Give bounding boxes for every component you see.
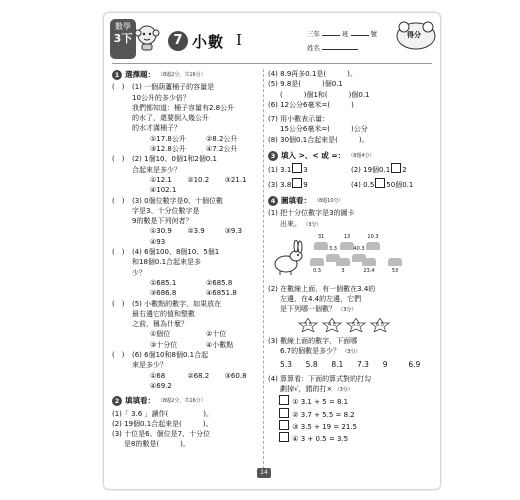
cake-value: 53 [391, 267, 399, 274]
options-row [112, 144, 262, 154]
compare-row [268, 178, 434, 190]
cake-value: 23.4 [363, 267, 375, 274]
section-points: （8題2分，共16分） [158, 72, 206, 78]
compare-left: (1) 3.1 [268, 166, 292, 175]
cake-card[interactable] [334, 258, 352, 276]
number-item: 8.1 [331, 360, 344, 370]
options-row [112, 371, 262, 381]
option: ④102.1 [150, 186, 177, 195]
question-2-1: (1)「 3.6 」讀作( )。 [112, 409, 213, 418]
options-row [112, 288, 262, 298]
option: ①個位 [150, 330, 171, 339]
compare-right: 50個0.1 [386, 180, 414, 189]
seat-field-label: 號 [370, 30, 377, 38]
worksheet-page [103, 12, 441, 490]
monkey-mascot-icon [134, 23, 160, 51]
compare-box[interactable] [391, 163, 401, 173]
section-title: 填填看： [125, 396, 155, 406]
question-1-3 [112, 196, 262, 227]
answer-blank[interactable]: ( ) [112, 196, 125, 205]
question-line: (2) 1個10、0個1和2個0.1 [132, 155, 217, 164]
question-4-4a: (4) 算算看：下面的算式對的打勾 [268, 374, 372, 383]
number-item: 9 [382, 360, 388, 370]
answer-blank[interactable]: ( ) [112, 83, 125, 92]
answer-blank[interactable]: ( ) [112, 248, 125, 257]
question-line: 最右邊它的值和整數 [132, 309, 195, 318]
option: ③60.8 [224, 371, 247, 380]
left-column [112, 69, 262, 450]
star-card[interactable] [370, 318, 390, 332]
question-2-3b: 是8的數是( )。 [124, 440, 190, 449]
header-divider [112, 63, 432, 64]
compare-left: (2) 19個0.1 [351, 166, 391, 175]
question-line: 9的數是下列何者？ [132, 217, 193, 226]
cake-value: 40.3 [353, 245, 365, 252]
section-number: 4 [268, 196, 278, 206]
question-line: 劃掉√，錯的打× [280, 384, 333, 393]
subject-tab [110, 19, 136, 59]
unit-number-badge: 7 [168, 31, 188, 51]
question-4-3b [268, 346, 434, 357]
option: ②685.8 [206, 278, 233, 287]
number-list [268, 357, 434, 373]
score-note: （3分） [342, 349, 361, 356]
option: ①68 [150, 371, 166, 380]
options-row [112, 340, 262, 350]
equation-text: ② 3.7 + 5.5 = 8.2 [292, 410, 355, 419]
question-1-4 [112, 247, 262, 278]
page-number: 14 [257, 468, 271, 478]
section-2-header [112, 396, 262, 406]
question-2-5b: ( )個1和( )個0.1 [280, 90, 370, 99]
options-row [112, 175, 262, 185]
question-line: 少？ [132, 268, 146, 277]
options-row [112, 329, 262, 339]
score-note: （3分） [334, 386, 353, 393]
question-line: (3) 0個位數字是0、十個位數 [132, 196, 224, 205]
options-row [112, 226, 262, 236]
star-value: 5.5 [352, 321, 360, 328]
compare-right: 2 [402, 166, 407, 175]
cake-value: 0.3 [313, 267, 321, 274]
check-box[interactable] [279, 408, 289, 418]
option: ②10.2 [187, 175, 210, 184]
question-2-8: (8) 30個0.1合起來是( )。 [268, 135, 369, 144]
cake-card[interactable] [360, 258, 378, 276]
cake-card[interactable] [386, 258, 404, 276]
question-line: 來是多少？ [132, 361, 167, 370]
equation-item [268, 395, 434, 407]
seat-blank[interactable] [351, 35, 369, 36]
question-1-1 [112, 82, 262, 133]
option: ③686.8 [150, 289, 177, 298]
question-1-5 [112, 299, 262, 330]
class-field-label: 班 [342, 30, 349, 38]
question-line: 10公升的多少倍？ [132, 93, 190, 102]
equation-text: ③ 3.5 + 19 = 21.5 [292, 422, 357, 431]
compare-row [268, 163, 434, 175]
cake-value: 3.3 [329, 245, 337, 252]
question-4-4b [268, 384, 434, 395]
option: ③12.8公升 [150, 145, 186, 154]
score-note: （3分） [338, 307, 357, 314]
question-line: 合起來是多少？ [132, 165, 181, 174]
subject-label: 數學 [115, 22, 131, 31]
question-line: 字是3、十分位數字是 [132, 206, 200, 215]
section-points: （8題2分，共16分） [158, 398, 206, 405]
question-2-7a: (7) 用小數表示量： [268, 115, 330, 124]
compare-box[interactable] [292, 163, 302, 173]
options-row [112, 134, 262, 144]
grade-field-label: 三年 [307, 30, 320, 38]
question-2-6: (6) 12公分6毫米=( ) [268, 100, 354, 109]
unit-title: 小數 [192, 33, 225, 51]
question-line: 和18個0.1合起來是多 [132, 258, 202, 267]
worksheet-header [104, 13, 440, 65]
score-label: 得分 [407, 31, 421, 39]
check-box[interactable] [279, 432, 289, 442]
star-value: 4.5 [328, 321, 336, 328]
number-item: 7.3 [357, 360, 369, 370]
question-4-2c [268, 304, 434, 315]
option: ④93 [150, 237, 166, 246]
section-3-header [268, 151, 434, 161]
compare-left: (4) 0.5 [351, 180, 375, 189]
question-2-7b: 15公分6毫米=( )公分 [280, 125, 368, 134]
star-options [268, 318, 434, 334]
cake-value: 31 [317, 233, 325, 240]
question-line: 6.7的個數是多少？ [280, 347, 341, 356]
number-item: 6.9 [408, 360, 421, 370]
section-points: （8題10分） [314, 197, 344, 204]
answer-blank[interactable]: ( ) [112, 351, 125, 360]
number-item: 5.8 [305, 360, 318, 370]
equation-item [268, 432, 434, 444]
compare-box[interactable] [375, 178, 385, 188]
question-2-5a: (5) 9.8是( )個0.1 [268, 80, 343, 89]
section-title: 填入 >、< 或 =： [281, 151, 346, 161]
option: ②十位 [206, 330, 227, 339]
option: ②68.2 [187, 371, 210, 380]
option: ④6851.8 [206, 289, 237, 298]
option: ④7.2公升 [206, 145, 238, 154]
score-note: （3分） [303, 221, 322, 228]
compare-left: (3) 3.8 [268, 180, 292, 189]
question-4-1b [268, 219, 434, 230]
question-2-4: (4) 8.9再多0.1是( )。 [268, 70, 357, 78]
option: ②8.2公升 [206, 134, 238, 143]
question-line: 的水了，還要倒入幾公升 [132, 114, 209, 123]
compare-right: 9 [303, 180, 308, 189]
section-number: 1 [112, 70, 122, 80]
question-2-3a: (3) 十位是6、個位是7、十分位 [112, 430, 211, 439]
options-row [112, 278, 262, 288]
section-title: 選擇題： [125, 70, 155, 79]
cake-value: 10.3 [367, 233, 379, 240]
question-1-6 [112, 350, 262, 371]
question-line: 是下列哪一個數？ [280, 305, 336, 314]
equation-item [268, 420, 434, 432]
question-line: (4) 6個100、8個10、5個1 [132, 248, 220, 257]
option: ④69.2 [150, 381, 172, 390]
option: ①17.8公升 [150, 134, 186, 143]
question-line: 出來。 [280, 219, 301, 228]
student-info [307, 27, 377, 55]
question-1-2 [112, 154, 262, 175]
question-line: (5) 小數點的數字，如果放在 [132, 299, 222, 308]
compare-right: 3 [303, 166, 308, 175]
question-4-1a: (1) 把十分位數字是3的圖卡 [268, 209, 355, 218]
option: ②3.9 [187, 227, 205, 236]
option: ③21.1 [224, 175, 247, 184]
score-badge [394, 19, 438, 53]
option: ①30.9 [150, 227, 172, 236]
star-value: 6.5 [376, 321, 384, 328]
compare-box[interactable] [292, 178, 302, 188]
grade-label: 3下 [113, 32, 133, 45]
cake-value: 13 [343, 233, 351, 240]
question-4-2a: (2) 在數線上面，有一個數在3.4的 [268, 284, 376, 293]
check-box[interactable] [279, 420, 289, 430]
star-card[interactable] [346, 318, 366, 332]
question-line: 的水才滿桶子？ [132, 124, 181, 133]
check-box[interactable] [279, 395, 289, 405]
option: ①685.1 [150, 278, 177, 287]
right-column [268, 69, 434, 444]
question-line: 我們都知道：桶子容量有2.8公升 [132, 103, 235, 112]
question-4-2b: 左邊，在4.4的左邊，它們 [280, 295, 362, 304]
option: ④小數點 [206, 340, 234, 349]
option: ③十分位 [150, 340, 178, 349]
section-number: 3 [268, 151, 278, 161]
unit-roman: I [236, 31, 242, 49]
question-line: (1) 一個葫蘆桶子的容量是 [132, 83, 215, 92]
answer-blank[interactable]: ( ) [112, 155, 125, 164]
name-blank[interactable] [322, 49, 358, 50]
answer-blank[interactable]: ( ) [112, 299, 125, 308]
star-card[interactable] [322, 318, 342, 332]
rabbit-icon [272, 240, 304, 276]
column-divider [263, 69, 264, 469]
grade-blank[interactable] [322, 35, 340, 36]
question-4-3a: (3) 數線上面的數字，下面哪 [268, 336, 358, 345]
name-field-label: 姓名 [307, 44, 320, 52]
equation-text: ④ 3 + 0.5 = 3.5 [292, 435, 349, 444]
cake-card[interactable] [308, 258, 326, 276]
question-2-2: (2) 19個0.1合起來是( )。 [112, 419, 213, 428]
number-item: 5.3 [280, 360, 292, 370]
star-value: 3.5 [304, 321, 312, 328]
equation-item [268, 408, 434, 420]
question-line: (6) 6個10和8個0.1合起 [132, 351, 209, 360]
section-points: （8題4分） [348, 153, 375, 160]
option: ①12.1 [150, 175, 172, 184]
rabbit-cakes-picture [268, 232, 434, 282]
cake-value: 3 [341, 267, 345, 274]
question-line: 之前，稱為什麼？ [132, 320, 188, 329]
section-1-header [112, 70, 262, 80]
section-4-header [268, 196, 434, 206]
option: ③9.3 [224, 227, 243, 236]
section-number: 2 [112, 396, 122, 406]
section-title: 圖填看： [281, 195, 311, 205]
star-card[interactable] [298, 318, 318, 332]
equation-text: ① 3.1 + 5 = 8.1 [292, 398, 349, 407]
